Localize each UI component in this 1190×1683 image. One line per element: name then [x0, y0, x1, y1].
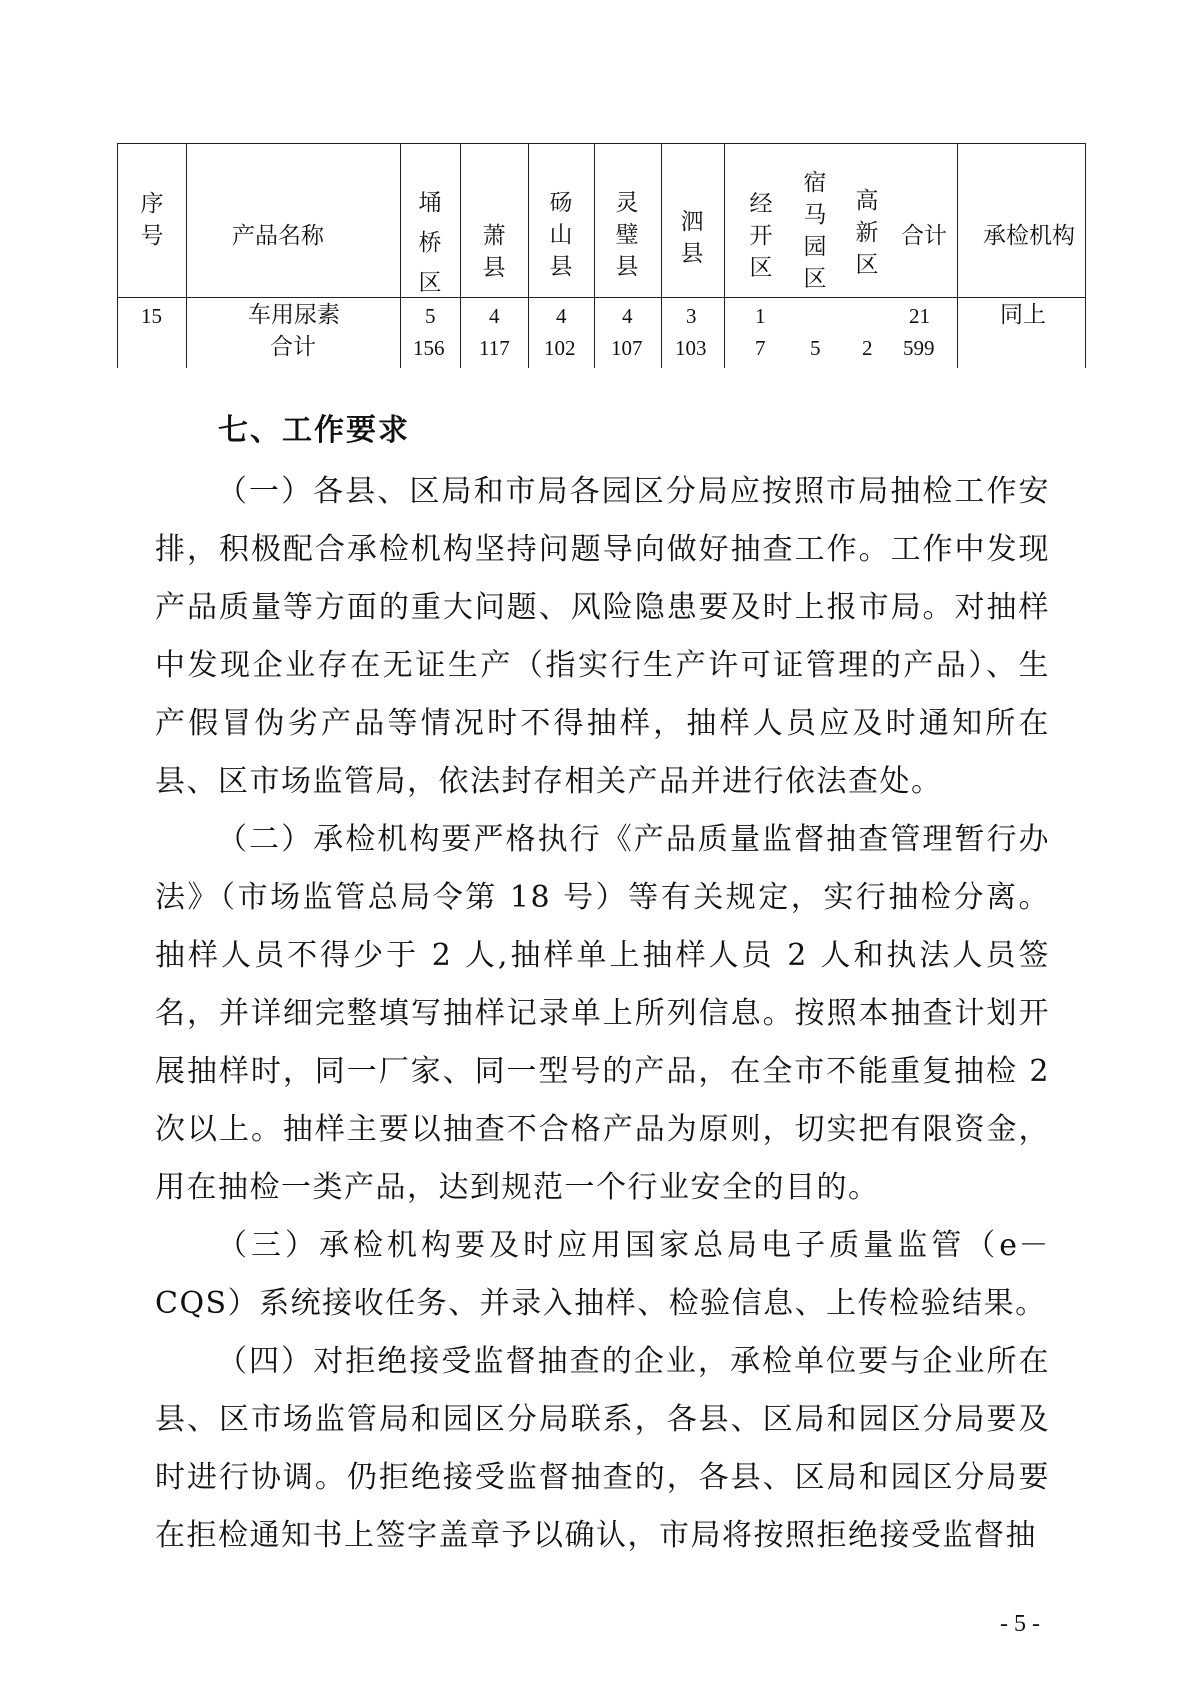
- section-body: [155, 463, 1050, 1565]
- row2-total: 599: [903, 336, 935, 360]
- header-agency: 承检机构: [983, 223, 1075, 249]
- row1-seq: 15: [141, 304, 162, 328]
- header-dangshan-char: 山: [549, 222, 573, 248]
- header-yongqiao: [410, 183, 450, 303]
- header-seq-char: 号: [140, 223, 164, 249]
- row2-dangshan: 102: [544, 336, 576, 360]
- section-heading: 七、工作要求: [218, 413, 410, 448]
- header-suma-char: 马: [803, 202, 827, 228]
- header-gaoxin-char: 高: [855, 188, 879, 214]
- row1-lingbi: 4: [622, 304, 633, 328]
- table-divider: [528, 143, 529, 368]
- row2-suma: 5: [810, 336, 821, 360]
- header-jingkai-char: 开: [749, 223, 773, 249]
- header-gaoxin-char: 区: [855, 252, 879, 278]
- header-yongqiao-char: 埇: [418, 190, 442, 216]
- table-border-right: [1085, 143, 1086, 368]
- row2-product-name: 合计: [270, 334, 316, 360]
- header-dangshan-char: 县: [549, 254, 573, 280]
- paragraph: （三）承检机构要及时应用国家总局电子质量监管（e－CQS）系统接收任务、并录入抽样、检验信息、上传检验结果。: [155, 1228, 1050, 1321]
- row2-jingkai: 7: [755, 336, 766, 360]
- header-lingbi: [607, 187, 647, 283]
- header-suma-char: 区: [803, 266, 827, 292]
- sampling-table: [117, 143, 1087, 368]
- header-total: 合计: [901, 223, 947, 249]
- page-number: - 5 -: [1000, 1611, 1040, 1637]
- header-seq-char: 序: [140, 191, 164, 217]
- row1-dangshan: 4: [556, 304, 567, 328]
- table-divider: [594, 143, 595, 368]
- header-sixian-char: 县: [680, 241, 704, 267]
- header-sixian-char: 泗: [680, 209, 704, 235]
- header-lingbi-char: 县: [615, 254, 639, 280]
- row1-jingkai: 1: [755, 304, 766, 328]
- row2-lingbi: 107: [611, 336, 643, 360]
- header-xiaoxian: [474, 220, 514, 284]
- table-border-top: [117, 143, 1086, 144]
- header-jingkai-char: 区: [749, 255, 773, 281]
- row2-sixian: 103: [675, 336, 707, 360]
- table-divider: [661, 143, 662, 368]
- row2-xiaoxian: 117: [479, 336, 510, 360]
- table-divider: [400, 143, 401, 368]
- header-suma-char: 宿: [803, 170, 827, 196]
- table-divider: [460, 143, 461, 368]
- header-xiaoxian-char: 县: [482, 255, 506, 281]
- row1-agency: 同上: [1000, 302, 1046, 328]
- table-divider: [724, 143, 725, 368]
- table-divider: [186, 143, 187, 368]
- table-header-bottom: [117, 297, 1086, 298]
- row1-xiaoxian: 4: [489, 304, 500, 328]
- row1-sixian: 3: [686, 304, 697, 328]
- header-sixian: [672, 206, 712, 270]
- header-dangshan: [541, 187, 581, 283]
- header-gaoxin: [847, 185, 887, 281]
- table-divider: [957, 143, 958, 368]
- header-yongqiao-char: 区: [418, 270, 442, 296]
- header-jingkai: [741, 188, 781, 284]
- header-suma-char: 园: [803, 234, 827, 260]
- paragraph: （二）承检机构要严格执行《产品质量监督抽查管理暂行办法》（市场监管总局令第 18 号）等有关规定，实行抽检分离。抽样人员不得少于 2 人,抽样单上抽样人员 2 人和执法人员签名，并详细完整填写抽样记录单上所列信息。按照本抽查计划开展抽样时，同一厂家、同一型号的产品，在全市不能重复抽检 2 次以上。抽样主要以抽查不合格产品为原则，切实把有限资金，用在抽检一类产品，达到规范一个行业安全的目的。: [155, 822, 1050, 1205]
- header-lingbi-char: 灵: [615, 190, 639, 216]
- header-yongqiao-char: 桥: [418, 230, 442, 256]
- header-dangshan-char: 砀: [549, 190, 573, 216]
- row1-yongqiao: 5: [425, 304, 436, 328]
- paragraph: （四）对拒绝接受监督抽查的企业，承检单位要与企业所在县、区市场监管局和园区分局联系，各县、区局和园区分局要及时进行协调。仍拒绝接受监督抽查的，各县、区局和园区分局要在拒检通知书上签字盖章予以确认，市局将按照拒绝接受监督抽: [155, 1344, 1050, 1553]
- row1-total: 21: [909, 304, 930, 328]
- header-suma: [795, 167, 835, 295]
- header-product-name: 产品名称: [232, 223, 324, 249]
- header-xiaoxian-char: 萧: [482, 223, 506, 249]
- row2-gaoxin: 2: [862, 336, 873, 360]
- header-gaoxin-char: 新: [855, 220, 879, 246]
- table-border-left: [117, 143, 118, 368]
- header-seq: [132, 188, 172, 252]
- row2-yongqiao: 156: [413, 336, 445, 360]
- paragraph: （一）各县、区局和市局各园区分局应按照市局抽检工作安排，积极配合承检机构坚持问题导向做好抽查工作。工作中发现产品质量等方面的重大问题、风险隐患要及时上报市局。对抽样中发现企业存在无证生产（指实行生产许可证管理的产品）、生产假冒伪劣产品等情况时不得抽样，抽样人员应及时通知所在县、区市场监管局，依法封存相关产品并进行依法查处。: [155, 474, 1050, 799]
- header-jingkai-char: 经: [749, 191, 773, 217]
- row1-product-name: 车用尿素: [248, 302, 340, 328]
- header-lingbi-char: 璧: [615, 222, 639, 248]
